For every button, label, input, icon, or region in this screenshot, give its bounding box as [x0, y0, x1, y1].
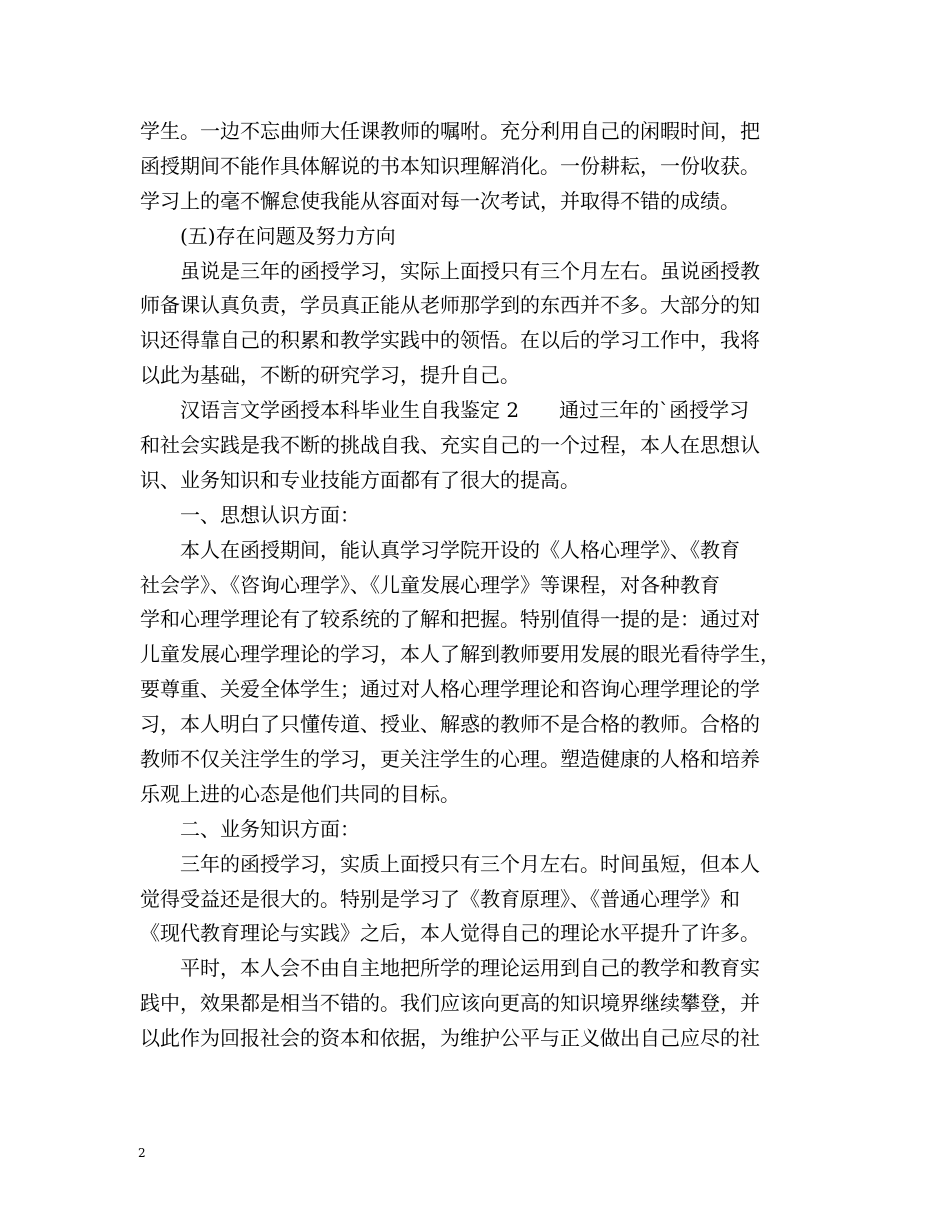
text-line: 识还得靠自己的积累和教学实践中的领悟。在以后的学习工作中，我将: [140, 328, 760, 353]
text-line: (五)存在问题及努力方向: [180, 223, 396, 248]
text-line: 函授期间不能作具体解说的书本知识理解消化。一份耕耘，一份收获。: [140, 153, 760, 178]
text-line: 三年的函授学习，实质上面授只有三个月左右。时间虽短，但本人: [180, 851, 760, 876]
text-line: 学习上的毫不懈怠使我能从容面对每一次考试，并取得不错的成绩。: [140, 188, 740, 213]
document-body: [140, 114, 815, 1056]
text-line: 社会学》、《咨询心理学》、《儿童发展心理学》等课程，对各种教育: [140, 572, 720, 597]
text-line: 汉语言文学函授本科毕业生自我鉴定 2 通过三年的`函授学习: [180, 398, 750, 423]
text-line: 乐观上进的心态是他们共同的目标。: [140, 781, 460, 806]
text-line: 和社会实践是我不断的挑战自我、充实自己的一个过程，本人在思想认: [140, 433, 760, 458]
text-line: 《现代教育理论与实践》之后，本人觉得自己的理论水平提升了许多。: [140, 921, 760, 946]
text-line: 二、业务知识方面：: [180, 816, 360, 841]
text-line: 以此作为回报社会的资本和依据，为维护公平与正义做出自己应尽的社: [140, 1026, 760, 1051]
text-line: 本人在函授期间，能认真学习学院开设的《人格心理学》、《教育: [180, 537, 740, 562]
text-line: 一、思想认识方面：: [180, 502, 360, 527]
text-line: 践中，效果都是相当不错的。我们应该向更高的知识境界继续攀登，并: [140, 991, 760, 1016]
text-line: 以此为基础，不断的研究学习，提升自己。: [140, 363, 520, 388]
text-line: 平时，本人会不由自主地把所学的理论运用到自己的教学和教育实: [180, 956, 760, 981]
text-line: 学生。一边不忘曲师大任课教师的嘱咐。充分利用自己的闲暇时间，把: [140, 119, 760, 143]
text-line: 儿童发展心理学理论的学习，本人了解到教师要用发展的眼光看待学生，: [140, 642, 780, 667]
text-line: 要尊重、关爱全体学生；通过对人格心理学理论和咨询心理学理论的学: [140, 677, 760, 702]
page-number: 2: [138, 1146, 146, 1160]
text-line: 习，本人明白了只懂传道、授业、解惑的教师不是合格的教师。合格的: [140, 712, 760, 737]
text-line: 教师不仅关注学生的学习，更关注学生的心理。塑造健康的人格和培养: [140, 747, 760, 772]
text-line: 师备课认真负责，学员真正能从老师那学到的东西并不多。大部分的知: [140, 293, 760, 318]
text-line: 识、业务知识和专业技能方面都有了很大的提高。: [140, 467, 580, 492]
text-line: 学和心理学理论有了较系统的了解和把握。特别值得一提的是：通过对: [140, 607, 760, 632]
text-line: 觉得受益还是很大的。特别是学习了《教育原理》、《普通心理学》和: [140, 886, 740, 911]
text-line: 虽说是三年的函授学习，实际上面授只有三个月左右。虽说函授教: [180, 258, 760, 283]
